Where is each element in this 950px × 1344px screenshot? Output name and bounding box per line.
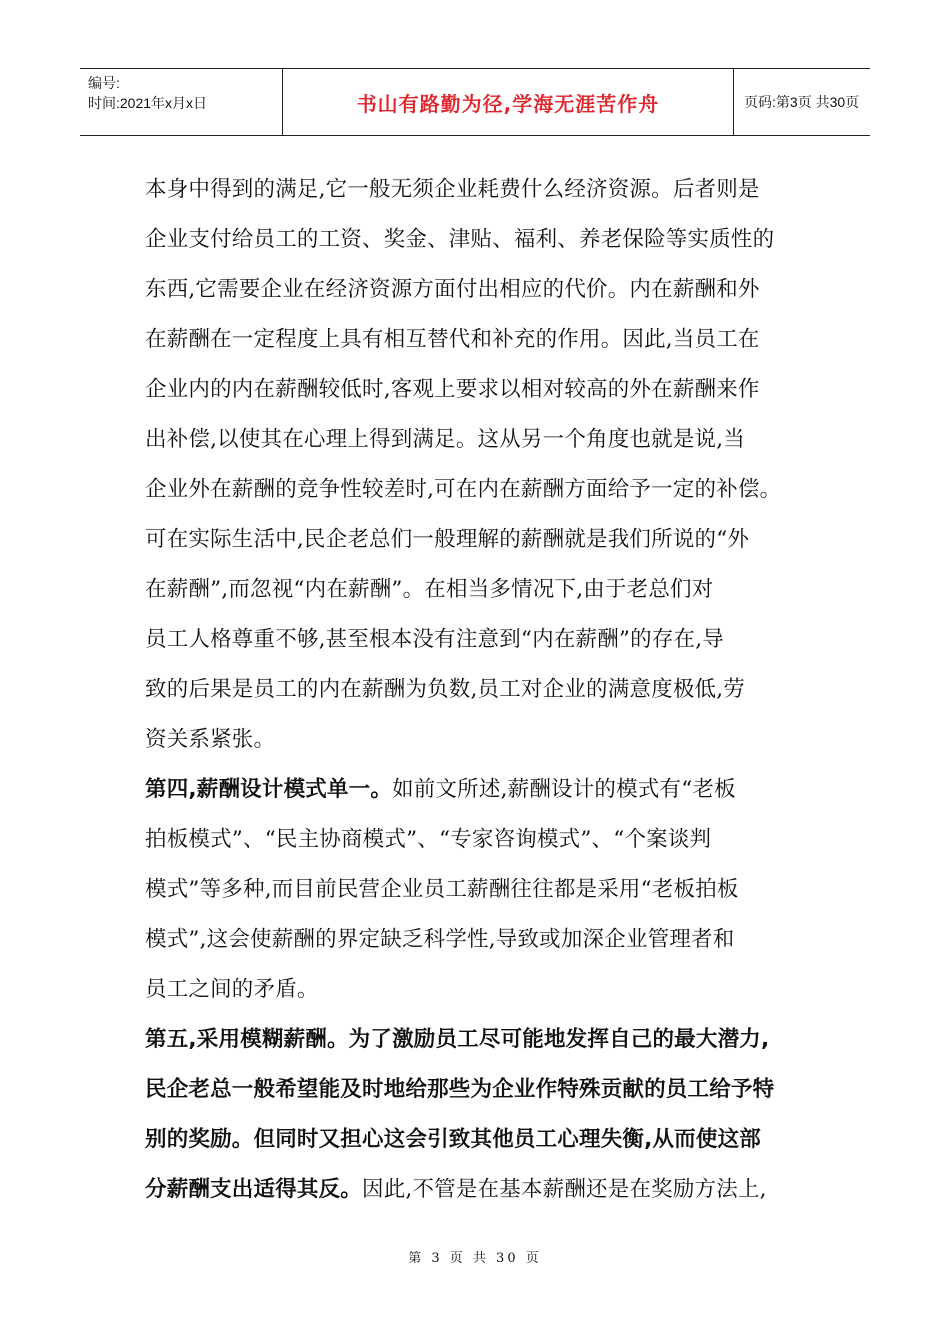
body-line: 企业内的内在薪酬较低时,客观上要求以相对较高的外在薪酬来作 bbox=[145, 377, 760, 402]
body-line: 本身中得到的满足,它一般无须企业耗费什么经济资源。后者则是 bbox=[145, 177, 760, 202]
body-line: 企业外在薪酬的竞争性较差时,可在内在薪酬方面给予一定的补偿。 bbox=[145, 477, 782, 502]
paragraph-four-text: 如前文所述,薪酬设计的模式有“老板 bbox=[392, 777, 736, 802]
paragraph-five-bold-line: 第五,采用模糊薪酬。为了激励员工尽可能地发挥自己的最大潜力, bbox=[145, 1027, 770, 1052]
body-line: 东西,它需要企业在经济资源方面付出相应的代价。内在薪酬和外 bbox=[145, 277, 760, 302]
paragraph-four-heading: 第四,薪酬设计模式单一。 bbox=[145, 777, 393, 802]
paragraph-four-heading-line bbox=[145, 765, 825, 815]
body-line: 在薪酬”,而忽视“内在薪酬”。在相当多情况下,由于老总们对 bbox=[145, 577, 714, 602]
body-line: 模式”,这会使薪酬的界定缺乏科学性,导致或加深企业管理者和 bbox=[145, 927, 735, 952]
paragraph-five-last-line bbox=[145, 1165, 825, 1215]
body-line: 在薪酬在一定程度上具有相互替代和补充的作用。因此,当员工在 bbox=[145, 327, 760, 352]
paragraph-five-bold-line: 别的奖励。但同时又担心这会引致其他员工心理失衡,从而使这部 bbox=[145, 1127, 761, 1152]
body-line: 企业支付给员工的工资、奖金、津贴、福利、养老保险等实质性的 bbox=[145, 227, 775, 252]
body-line: 致的后果是员工的内在薪酬为负数,员工对企业的满意度极低,劳 bbox=[145, 677, 745, 702]
body-line: 员工人格尊重不够,甚至根本没有注意到“内在薪酬”的存在,导 bbox=[145, 627, 724, 652]
body-line: 拍板模式”、“民主协商模式”、“专家咨询模式”、“个案谈判 bbox=[145, 827, 712, 852]
paragraph-five-bold-line: 民企老总一般希望能及时地给那些为企业作特殊贡献的员工给予特 bbox=[145, 1077, 775, 1102]
body-line: 员工之间的矛盾。 bbox=[145, 977, 319, 1002]
document-body bbox=[145, 165, 825, 1215]
number-label: 编号: bbox=[88, 75, 120, 91]
paragraph-five-text: 因此,不管是在基本薪酬还是在奖励方法上, bbox=[362, 1177, 767, 1202]
time-label: 时间:2021年x月x日 bbox=[88, 95, 208, 111]
header-motto: 书山有路勤为径,学海无涯苦作舟 bbox=[283, 69, 734, 135]
body-line: 模式”等多种,而目前民营企业员工薪酬往往都是采用“老板拍板 bbox=[145, 877, 739, 902]
header-meta bbox=[80, 69, 283, 135]
body-line: 资关系紧张。 bbox=[145, 727, 276, 752]
paragraph-five-bold-end: 分薪酬支出适得其反。 bbox=[145, 1177, 363, 1202]
page-footer: 第 3 页 共 30 页 bbox=[408, 1251, 542, 1266]
header-page-info: 页码:第3页 共30页 bbox=[744, 94, 860, 110]
body-line: 出补偿,以使其在心理上得到满足。这从另一个角度也就是说,当 bbox=[145, 427, 745, 452]
page-header bbox=[80, 68, 870, 136]
body-line: 可在实际生活中,民企老总们一般理解的薪酬就是我们所说的“外 bbox=[145, 527, 750, 552]
